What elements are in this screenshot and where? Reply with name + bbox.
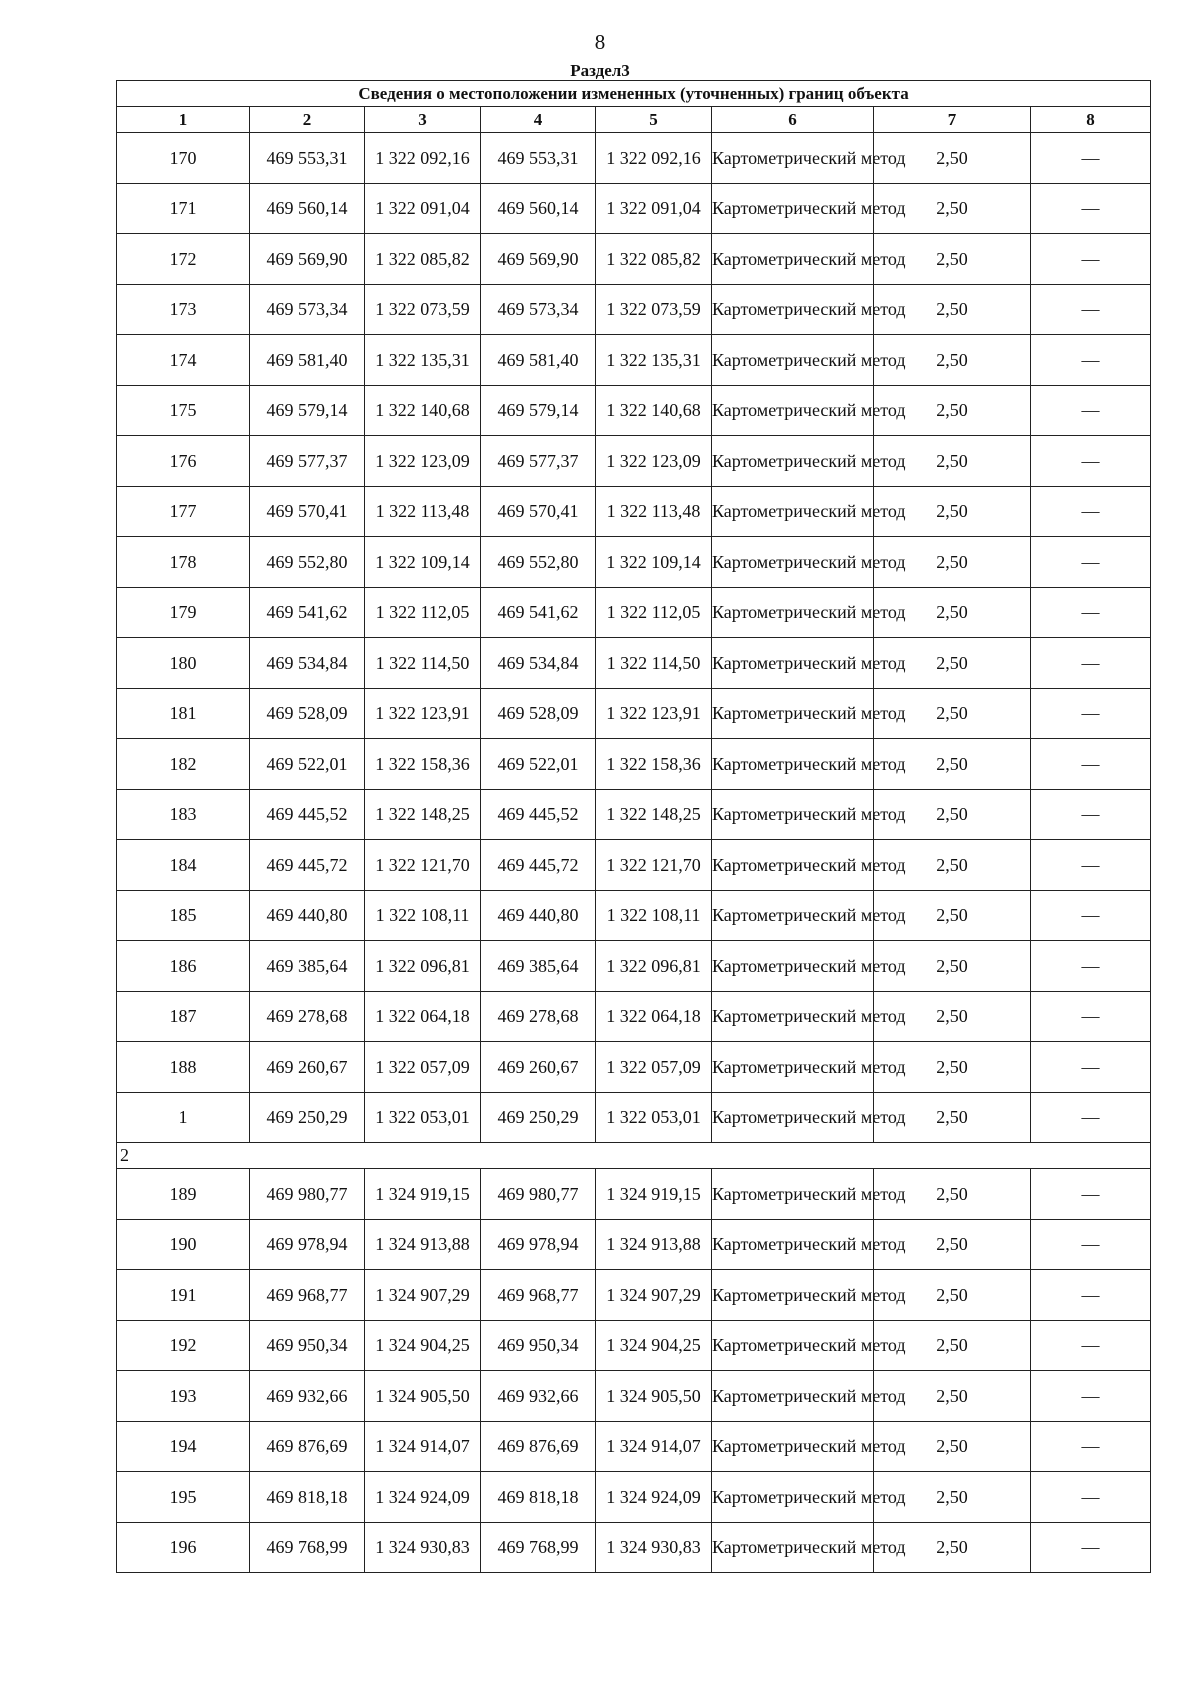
y-new-cell: 1 322 053,01: [596, 1092, 712, 1143]
y-new-cell: 1 322 096,81: [596, 941, 712, 992]
x-new-cell: 469 950,34: [481, 1320, 596, 1371]
description-cell: —: [1031, 183, 1151, 234]
y-new-cell: 1 322 109,14: [596, 537, 712, 588]
x-old-cell: 469 528,09: [250, 688, 365, 739]
y-new-cell: 1 322 092,16: [596, 133, 712, 184]
description-cell: —: [1031, 537, 1151, 588]
column-header-1: 1: [117, 107, 250, 133]
table-row: [117, 1092, 1151, 1143]
accuracy-cell: 2,50: [874, 537, 1031, 588]
description-cell: —: [1031, 486, 1151, 537]
point-number-cell: 190: [117, 1219, 250, 1270]
method-cell: Картометрический метод: [712, 335, 874, 386]
x-old-cell: 469 534,84: [250, 638, 365, 689]
y-old-cell: 1 322 140,68: [365, 385, 481, 436]
table-row: [117, 638, 1151, 689]
y-new-cell: 1 324 930,83: [596, 1522, 712, 1573]
x-new-cell: 469 560,14: [481, 183, 596, 234]
description-cell: —: [1031, 789, 1151, 840]
x-old-cell: 469 573,34: [250, 284, 365, 335]
method-cell: Картометрический метод: [712, 1219, 874, 1270]
method-cell: Картометрический метод: [712, 840, 874, 891]
accuracy-cell: 2,50: [874, 335, 1031, 386]
x-old-cell: 469 581,40: [250, 335, 365, 386]
x-old-cell: 469 577,37: [250, 436, 365, 487]
y-old-cell: 1 322 123,91: [365, 688, 481, 739]
x-new-cell: 469 579,14: [481, 385, 596, 436]
y-new-cell: 1 322 121,70: [596, 840, 712, 891]
accuracy-cell: 2,50: [874, 1042, 1031, 1093]
table-row: [117, 1421, 1151, 1472]
y-new-cell: 1 324 904,25: [596, 1320, 712, 1371]
point-number-cell: 179: [117, 587, 250, 638]
accuracy-cell: 2,50: [874, 436, 1031, 487]
point-number-cell: 195: [117, 1472, 250, 1523]
method-cell: Картометрический метод: [712, 133, 874, 184]
x-new-cell: 469 876,69: [481, 1421, 596, 1472]
point-number-cell: 172: [117, 234, 250, 285]
method-cell: Картометрический метод: [712, 789, 874, 840]
x-new-cell: 469 445,52: [481, 789, 596, 840]
x-new-cell: 469 768,99: [481, 1522, 596, 1573]
method-cell: Картометрический метод: [712, 587, 874, 638]
point-number-cell: 183: [117, 789, 250, 840]
description-cell: —: [1031, 1371, 1151, 1422]
description-cell: —: [1031, 1472, 1151, 1523]
method-cell: Картометрический метод: [712, 688, 874, 739]
x-new-cell: 469 932,66: [481, 1371, 596, 1422]
y-old-cell: 1 322 073,59: [365, 284, 481, 335]
description-cell: —: [1031, 1042, 1151, 1093]
x-new-cell: 469 440,80: [481, 890, 596, 941]
x-old-cell: 469 385,64: [250, 941, 365, 992]
table-row: [117, 1270, 1151, 1321]
accuracy-cell: 2,50: [874, 941, 1031, 992]
point-number-cell: 194: [117, 1421, 250, 1472]
y-new-cell: 1 322 123,09: [596, 436, 712, 487]
table-row: [117, 234, 1151, 285]
point-number-cell: 178: [117, 537, 250, 588]
x-new-cell: 469 980,77: [481, 1169, 596, 1220]
method-cell: Картометрический метод: [712, 436, 874, 487]
accuracy-cell: 2,50: [874, 1092, 1031, 1143]
x-old-cell: 469 569,90: [250, 234, 365, 285]
point-number-cell: 193: [117, 1371, 250, 1422]
table-row: [117, 941, 1151, 992]
description-cell: —: [1031, 1421, 1151, 1472]
y-new-cell: 1 322 113,48: [596, 486, 712, 537]
table-row: [117, 284, 1151, 335]
y-old-cell: 1 322 114,50: [365, 638, 481, 689]
point-number-cell: 174: [117, 335, 250, 386]
x-new-cell: 469 553,31: [481, 133, 596, 184]
point-number-cell: 1: [117, 1092, 250, 1143]
point-number-cell: 176: [117, 436, 250, 487]
point-number-cell: 185: [117, 890, 250, 941]
method-cell: Картометрический метод: [712, 1421, 874, 1472]
y-new-cell: 1 324 914,07: [596, 1421, 712, 1472]
point-number-cell: 191: [117, 1270, 250, 1321]
point-number-cell: 180: [117, 638, 250, 689]
accuracy-cell: 2,50: [874, 991, 1031, 1042]
y-old-cell: 1 322 113,48: [365, 486, 481, 537]
y-new-cell: 1 322 123,91: [596, 688, 712, 739]
y-old-cell: 1 322 096,81: [365, 941, 481, 992]
point-number-cell: 181: [117, 688, 250, 739]
x-new-cell: 469 541,62: [481, 587, 596, 638]
x-old-cell: 469 541,62: [250, 587, 365, 638]
method-cell: Картометрический метод: [712, 1092, 874, 1143]
x-new-cell: 469 818,18: [481, 1472, 596, 1523]
y-new-cell: 1 322 158,36: [596, 739, 712, 790]
y-old-cell: 1 322 135,31: [365, 335, 481, 386]
method-cell: Картометрический метод: [712, 1320, 874, 1371]
table-row: [117, 1219, 1151, 1270]
x-old-cell: 469 552,80: [250, 537, 365, 588]
y-new-cell: 1 322 148,25: [596, 789, 712, 840]
table-row: [117, 840, 1151, 891]
table-row: [117, 688, 1151, 739]
y-old-cell: 1 322 057,09: [365, 1042, 481, 1093]
y-old-cell: 1 324 919,15: [365, 1169, 481, 1220]
y-new-cell: 1 322 112,05: [596, 587, 712, 638]
method-cell: Картометрический метод: [712, 638, 874, 689]
description-cell: —: [1031, 840, 1151, 891]
description-cell: —: [1031, 1270, 1151, 1321]
description-cell: —: [1031, 436, 1151, 487]
table-row: [117, 1472, 1151, 1523]
column-header-5: 5: [596, 107, 712, 133]
x-new-cell: 469 528,09: [481, 688, 596, 739]
point-number-cell: 171: [117, 183, 250, 234]
accuracy-cell: 2,50: [874, 1169, 1031, 1220]
y-old-cell: 1 322 121,70: [365, 840, 481, 891]
section-title: Раздел3: [570, 61, 630, 80]
y-old-cell: 1 324 930,83: [365, 1522, 481, 1573]
y-old-cell: 1 322 091,04: [365, 183, 481, 234]
description-cell: —: [1031, 1092, 1151, 1143]
x-old-cell: 469 278,68: [250, 991, 365, 1042]
y-new-cell: 1 322 085,82: [596, 234, 712, 285]
y-old-cell: 1 322 109,14: [365, 537, 481, 588]
description-cell: —: [1031, 739, 1151, 790]
point-number-cell: 177: [117, 486, 250, 537]
table-row: [117, 436, 1151, 487]
description-cell: —: [1031, 1219, 1151, 1270]
table-row: [117, 587, 1151, 638]
x-old-cell: 469 553,31: [250, 133, 365, 184]
table-row: [117, 1042, 1151, 1093]
x-old-cell: 469 768,99: [250, 1522, 365, 1573]
column-header-4: 4: [481, 107, 596, 133]
table-row: [117, 183, 1151, 234]
description-cell: —: [1031, 234, 1151, 285]
x-old-cell: 469 978,94: [250, 1219, 365, 1270]
accuracy-cell: 2,50: [874, 688, 1031, 739]
x-old-cell: 469 260,67: [250, 1042, 365, 1093]
y-old-cell: 1 324 914,07: [365, 1421, 481, 1472]
description-cell: —: [1031, 1522, 1151, 1573]
table-row: [117, 1169, 1151, 1220]
group-row: [117, 1143, 1151, 1169]
accuracy-cell: 2,50: [874, 133, 1031, 184]
point-number-cell: 182: [117, 739, 250, 790]
y-old-cell: 1 324 924,09: [365, 1472, 481, 1523]
column-header-row: [117, 107, 1151, 133]
point-number-cell: 187: [117, 991, 250, 1042]
method-cell: Картометрический метод: [712, 890, 874, 941]
description-cell: —: [1031, 587, 1151, 638]
description-cell: —: [1031, 941, 1151, 992]
x-old-cell: 469 522,01: [250, 739, 365, 790]
description-cell: —: [1031, 991, 1151, 1042]
accuracy-cell: 2,50: [874, 739, 1031, 790]
table-row: [117, 486, 1151, 537]
y-old-cell: 1 324 913,88: [365, 1219, 481, 1270]
table-body: [117, 133, 1151, 1573]
y-new-cell: 1 324 924,09: [596, 1472, 712, 1523]
x-old-cell: 469 950,34: [250, 1320, 365, 1371]
point-number-cell: 173: [117, 284, 250, 335]
y-new-cell: 1 322 108,11: [596, 890, 712, 941]
description-cell: —: [1031, 1169, 1151, 1220]
x-new-cell: 469 534,84: [481, 638, 596, 689]
accuracy-cell: 2,50: [874, 1421, 1031, 1472]
column-header-2: 2: [250, 107, 365, 133]
x-old-cell: 469 818,18: [250, 1472, 365, 1523]
point-number-cell: 184: [117, 840, 250, 891]
y-new-cell: 1 324 905,50: [596, 1371, 712, 1422]
method-cell: Картометрический метод: [712, 991, 874, 1042]
accuracy-cell: 2,50: [874, 183, 1031, 234]
y-new-cell: 1 322 064,18: [596, 991, 712, 1042]
x-old-cell: 469 980,77: [250, 1169, 365, 1220]
x-old-cell: 469 932,66: [250, 1371, 365, 1422]
accuracy-cell: 2,50: [874, 789, 1031, 840]
x-old-cell: 469 445,52: [250, 789, 365, 840]
method-cell: Картометрический метод: [712, 183, 874, 234]
method-cell: Картометрический метод: [712, 1371, 874, 1422]
method-cell: Картометрический метод: [712, 486, 874, 537]
accuracy-cell: 2,50: [874, 890, 1031, 941]
table-row: [117, 789, 1151, 840]
description-cell: —: [1031, 284, 1151, 335]
x-old-cell: 469 570,41: [250, 486, 365, 537]
accuracy-cell: 2,50: [874, 587, 1031, 638]
x-new-cell: 469 968,77: [481, 1270, 596, 1321]
description-cell: —: [1031, 133, 1151, 184]
y-new-cell: 1 322 057,09: [596, 1042, 712, 1093]
y-old-cell: 1 322 123,09: [365, 436, 481, 487]
point-number-cell: 186: [117, 941, 250, 992]
y-old-cell: 1 324 905,50: [365, 1371, 481, 1422]
accuracy-cell: 2,50: [874, 840, 1031, 891]
x-old-cell: 469 440,80: [250, 890, 365, 941]
method-cell: Картометрический метод: [712, 941, 874, 992]
accuracy-cell: 2,50: [874, 1219, 1031, 1270]
accuracy-cell: 2,50: [874, 486, 1031, 537]
accuracy-cell: 2,50: [874, 1320, 1031, 1371]
x-new-cell: 469 250,29: [481, 1092, 596, 1143]
table-row: [117, 537, 1151, 588]
x-new-cell: 469 260,67: [481, 1042, 596, 1093]
table-caption: Сведения о местоположении измененных (уточненных) границ объекта: [117, 81, 1151, 107]
y-old-cell: 1 322 112,05: [365, 587, 481, 638]
x-new-cell: 469 978,94: [481, 1219, 596, 1270]
x-old-cell: 469 445,72: [250, 840, 365, 891]
table-row: [117, 335, 1151, 386]
method-cell: Картометрический метод: [712, 284, 874, 335]
point-number-cell: 196: [117, 1522, 250, 1573]
method-cell: Картометрический метод: [712, 234, 874, 285]
y-old-cell: 1 322 158,36: [365, 739, 481, 790]
x-old-cell: 469 560,14: [250, 183, 365, 234]
method-cell: Картометрический метод: [712, 537, 874, 588]
y-new-cell: 1 322 091,04: [596, 183, 712, 234]
x-new-cell: 469 522,01: [481, 739, 596, 790]
x-new-cell: 469 569,90: [481, 234, 596, 285]
group-label: 2: [117, 1143, 1151, 1169]
table-row: [117, 890, 1151, 941]
column-header-3: 3: [365, 107, 481, 133]
point-number-cell: 192: [117, 1320, 250, 1371]
x-new-cell: 469 385,64: [481, 941, 596, 992]
y-old-cell: 1 324 904,25: [365, 1320, 481, 1371]
x-new-cell: 469 552,80: [481, 537, 596, 588]
accuracy-cell: 2,50: [874, 1371, 1031, 1422]
method-cell: Картометрический метод: [712, 1472, 874, 1523]
accuracy-cell: 2,50: [874, 284, 1031, 335]
column-header-8: 8: [1031, 107, 1151, 133]
y-new-cell: 1 324 913,88: [596, 1219, 712, 1270]
x-old-cell: 469 876,69: [250, 1421, 365, 1472]
x-new-cell: 469 573,34: [481, 284, 596, 335]
method-cell: Картометрический метод: [712, 739, 874, 790]
accuracy-cell: 2,50: [874, 385, 1031, 436]
y-old-cell: 1 322 053,01: [365, 1092, 481, 1143]
x-new-cell: 469 577,37: [481, 436, 596, 487]
y-old-cell: 1 322 085,82: [365, 234, 481, 285]
column-header-6: 6: [712, 107, 874, 133]
method-cell: Картометрический метод: [712, 1169, 874, 1220]
table-row: [117, 133, 1151, 184]
method-cell: Картометрический метод: [712, 1042, 874, 1093]
x-old-cell: 469 968,77: [250, 1270, 365, 1321]
x-new-cell: 469 570,41: [481, 486, 596, 537]
table-row: [117, 385, 1151, 436]
accuracy-cell: 2,50: [874, 1472, 1031, 1523]
description-cell: —: [1031, 890, 1151, 941]
y-new-cell: 1 322 114,50: [596, 638, 712, 689]
y-new-cell: 1 324 907,29: [596, 1270, 712, 1321]
table-row: [117, 739, 1151, 790]
table-row: [117, 1371, 1151, 1422]
description-cell: —: [1031, 688, 1151, 739]
y-old-cell: 1 322 148,25: [365, 789, 481, 840]
table-row: [117, 991, 1151, 1042]
y-old-cell: 1 322 108,11: [365, 890, 481, 941]
method-cell: Картометрический метод: [712, 1270, 874, 1321]
point-number-cell: 188: [117, 1042, 250, 1093]
point-number-cell: 175: [117, 385, 250, 436]
point-number-cell: 170: [117, 133, 250, 184]
accuracy-cell: 2,50: [874, 1270, 1031, 1321]
description-cell: —: [1031, 335, 1151, 386]
description-cell: —: [1031, 1320, 1151, 1371]
y-old-cell: 1 322 064,18: [365, 991, 481, 1042]
point-number-cell: 189: [117, 1169, 250, 1220]
column-header-7: 7: [874, 107, 1031, 133]
table-row: [117, 1320, 1151, 1371]
description-cell: —: [1031, 385, 1151, 436]
method-cell: Картометрический метод: [712, 385, 874, 436]
y-new-cell: 1 322 135,31: [596, 335, 712, 386]
y-new-cell: 1 324 919,15: [596, 1169, 712, 1220]
coordinates-table: [116, 80, 1151, 1573]
table-row: [117, 1522, 1151, 1573]
y-old-cell: 1 324 907,29: [365, 1270, 481, 1321]
x-new-cell: 469 581,40: [481, 335, 596, 386]
x-old-cell: 469 579,14: [250, 385, 365, 436]
accuracy-cell: 2,50: [874, 638, 1031, 689]
y-old-cell: 1 322 092,16: [365, 133, 481, 184]
page-number: 8: [594, 30, 606, 54]
y-new-cell: 1 322 073,59: [596, 284, 712, 335]
description-cell: —: [1031, 638, 1151, 689]
x-old-cell: 469 250,29: [250, 1092, 365, 1143]
accuracy-cell: 2,50: [874, 234, 1031, 285]
x-new-cell: 469 278,68: [481, 991, 596, 1042]
method-cell: Картометрический метод: [712, 1522, 874, 1573]
y-new-cell: 1 322 140,68: [596, 385, 712, 436]
x-new-cell: 469 445,72: [481, 840, 596, 891]
accuracy-cell: 2,50: [874, 1522, 1031, 1573]
